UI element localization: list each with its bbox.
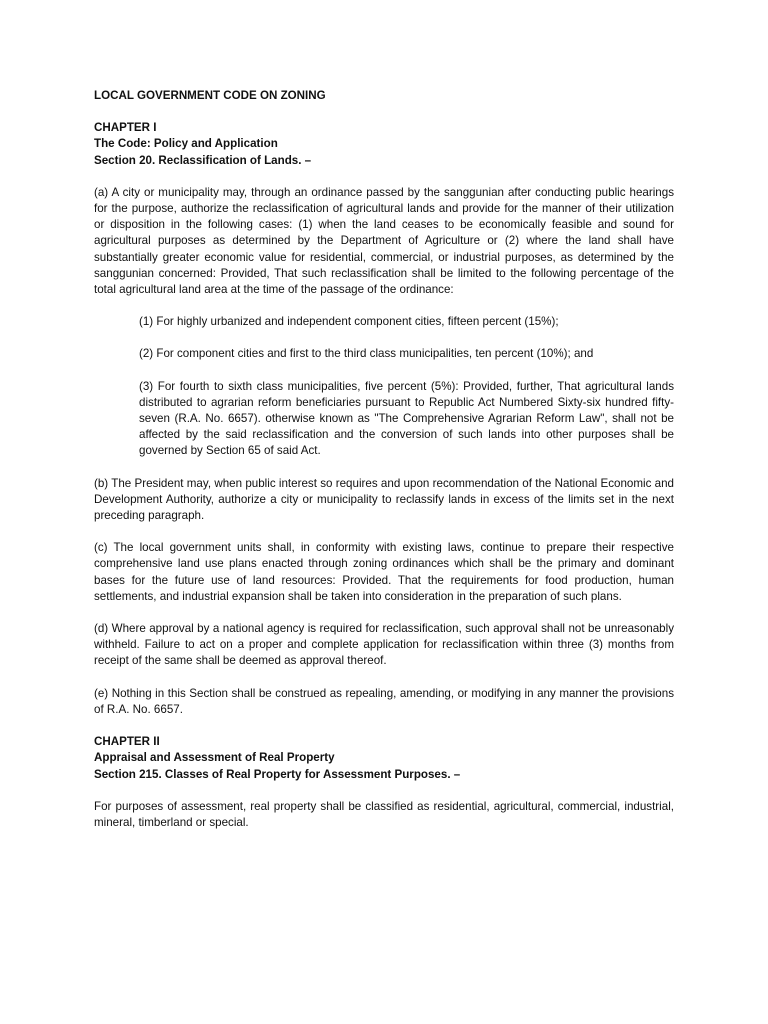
document-page	[94, 88, 674, 847]
document-title: LOCAL GOVERNMENT CODE ON ZONING	[94, 89, 326, 102]
chapter-1-heading	[94, 120, 674, 169]
chapter-1-label: CHAPTER I	[94, 121, 157, 135]
paragraph-section-215: For purposes of assessment, real property shall be classified as residential, agricultural, commercial, industrial, mineral, timberland or special.	[94, 799, 674, 829]
chapter-2-label: CHAPTER II	[94, 735, 160, 749]
list-item-2: (2) For component cities and first to the third class municipalities, ten percent (10%); and	[139, 347, 594, 361]
chapter-2-heading	[94, 734, 674, 783]
section-20-title: Section 20. Reclassification of Lands. –	[94, 153, 312, 167]
paragraph-a: (a) A city or municipality may, through an ordinance passed by the sanggunian after conducting public hearings for the purpose, authorize the reclassification of agricultural lands and provide for the manner of their utilization or disposition in the following cases: (1) when the land ceases to be economically feasible and sound for agricultural purposes as determined by the Department of Agriculture or (2) where the land shall have substantially greater economic value for residential, commercial, or industrial purposes, as determined by the sanggunian concerned: Provided, That such reclassification shall be limited to the following percentage of the total agricultural land area at the time of the passage of the ordinance:	[94, 185, 674, 297]
paragraph-d: (d) Where approval by a national agency is required for reclassification, such approval shall not be unreasonably withheld. Failure to act on a proper and complete application for reclassification within three (3) months from receipt of the same shall be deemed as approval thereof.	[94, 622, 674, 668]
paragraph-c: (c) The local government units shall, in conformity with existing laws, continue to prepare their respective comprehensive land use plans enacted through zoning ordinances which shall be the primary and dominant bases for the future use of land resources: Provided. That the requirements for food production, human settlements, and industrial expansion shall be taken into consideration in the preparation of such plans.	[94, 541, 674, 603]
chapter-2-title: Appraisal and Assessment of Real Property	[94, 751, 335, 765]
section-215-title: Section 215. Classes of Real Property for Assessment Purposes. –	[94, 767, 461, 781]
paragraph-e: (e) Nothing in this Section shall be construed as repealing, amending, or modifying in any manner the provisions of R.A. No. 6657.	[94, 686, 674, 716]
paragraph-b: (b) The President may, when public interest so requires and upon recommendation of the National Economic and Development Authority, authorize a city or municipality to reclassify lands in excess of the limits set in the next preceding paragraph.	[94, 476, 674, 523]
list-item-3: (3) For fourth to sixth class municipalities, five percent (5%): Provided, further, That agricultural lands distributed to agrarian reform beneficiaries pursuant to Republic Act Numbered Sixty-six hundred fifty-seven (R.A. No. 6657). otherwise known as "The Comprehensive Agrarian Reform Law", shall not be affected by the said reclassification and the conversion of such lands into other purposes shall be governed by Section 65 of said Act.	[139, 379, 674, 458]
chapter-1-title: The Code: Policy and Application	[94, 137, 278, 151]
list-item-1: (1) For highly urbanized and independent component cities, fifteen percent (15%);	[139, 315, 559, 329]
